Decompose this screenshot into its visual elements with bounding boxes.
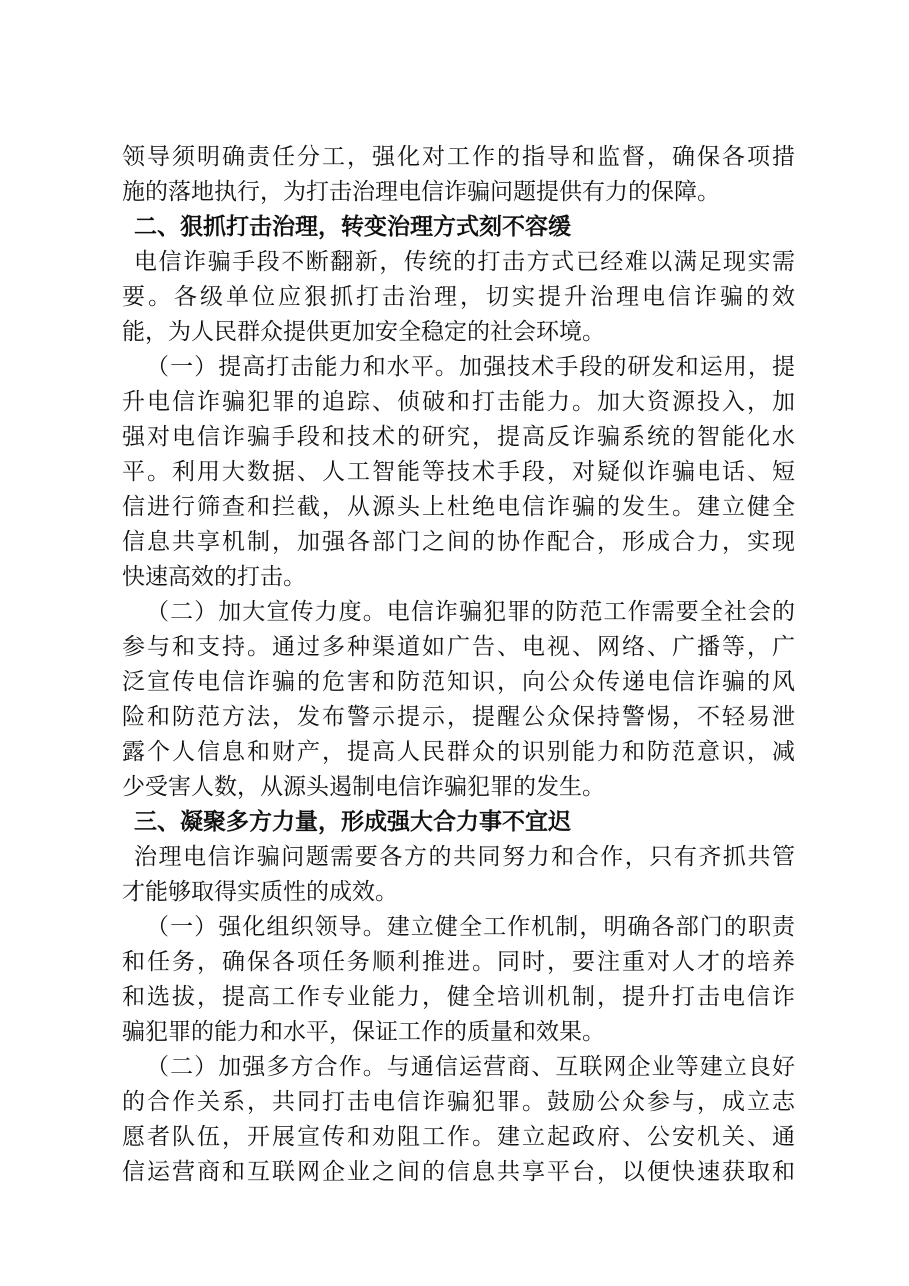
- text-line: 信进行筛查和拦截，从源头上杜绝电信诈骗的发生。建立健全: [122, 494, 795, 520]
- text-line: 才能够取得实质性的成效。: [122, 879, 398, 905]
- text-line: 领导须明确责任分工，强化对工作的指导和监督，确保各项措: [122, 144, 795, 170]
- text-line: 参与和支持。通过多种渠道如广告、电视、网络、广播等，广: [122, 634, 795, 660]
- text-line: 施的落地执行，为打击治理电信诈骗问题提供有力的保障。: [122, 179, 720, 205]
- paragraph-leadership-continuation: [122, 140, 795, 210]
- text-line: 电信诈骗手段不断翻新，传统的打击方式已经难以满足现实需: [134, 249, 795, 275]
- text-line: 信息共享机制，加强各部门之间的协作配合，形成合力，实现: [122, 529, 795, 555]
- paragraph-section-2-intro: [122, 245, 795, 350]
- section-heading-2: [122, 210, 795, 245]
- text-line: 平。利用大数据、人工智能等技术手段，对疑似诈骗电话、短: [122, 459, 795, 485]
- text-line: 强对电信诈骗手段和技术的研究，提高反诈骗系统的智能化水: [122, 424, 795, 450]
- text-line: 要。各级单位应狠抓打击治理，切实提升治理电信诈骗的效: [122, 284, 795, 310]
- text-line: 快速高效的打击。: [122, 564, 306, 590]
- text-line: 愿者队伍，开展宣传和劝阻工作。建立起政府、公安机关、通: [122, 1124, 795, 1150]
- paragraph-improve-capability: [122, 350, 795, 595]
- document-page: [122, 140, 795, 1190]
- text-line: （一）强化组织领导。建立健全工作机制，明确各部门的职责: [146, 914, 795, 940]
- paragraph-multi-party-cooperation: [122, 1050, 795, 1190]
- heading-text: 二、狠抓打击治理，转变治理方式刻不容缓: [134, 214, 571, 240]
- text-line: 露个人信息和财产，提高人民群众的识别能力和防范意识，减: [122, 739, 795, 765]
- paragraph-section-3-intro: [122, 840, 795, 910]
- text-line: 骗犯罪的能力和水平，保证工作的质量和效果。: [122, 1019, 605, 1045]
- heading-text: 三、凝聚多方力量，形成强大合力事不宜迟: [134, 809, 571, 835]
- text-line: （一）提高打击能力和水平。加强技术手段的研发和运用，提: [146, 354, 795, 380]
- text-line: 险和防范方法，发布警示提示，提醒公众保持警惕，不轻易泄: [122, 704, 795, 730]
- text-line: 泛宣传电信诈骗的危害和防范知识，向公众传递电信诈骗的风: [122, 669, 795, 695]
- paragraph-organization-leadership: [122, 910, 795, 1050]
- text-line: 治理电信诈骗问题需要各方的共同努力和合作，只有齐抓共管: [134, 844, 795, 870]
- text-line: （二）加强多方合作。与通信运营商、互联网企业等建立良好: [146, 1054, 795, 1080]
- section-heading-3: [122, 805, 795, 840]
- text-line: 升电信诈骗犯罪的追踪、侦破和打击能力。加大资源投入，加: [122, 389, 795, 415]
- text-line: 和任务，确保各项任务顺利推进。同时，要注重对人才的培养: [122, 949, 795, 975]
- text-line: 和选拔，提高工作专业能力，健全培训机制，提升打击电信诈: [122, 984, 795, 1010]
- paragraph-publicity: [122, 595, 795, 805]
- text-line: （二）加大宣传力度。电信诈骗犯罪的防范工作需要全社会的: [146, 599, 795, 625]
- text-line: 能，为人民群众提供更加安全稳定的社会环境。: [122, 319, 605, 345]
- text-line: 信运营商和互联网企业之间的信息共享平台，以便快速获取和: [122, 1159, 795, 1185]
- text-line: 少受害人数，从源头遏制电信诈骗犯罪的发生。: [122, 774, 605, 800]
- text-line: 的合作关系，共同打击电信诈骗犯罪。鼓励公众参与，成立志: [122, 1089, 795, 1115]
